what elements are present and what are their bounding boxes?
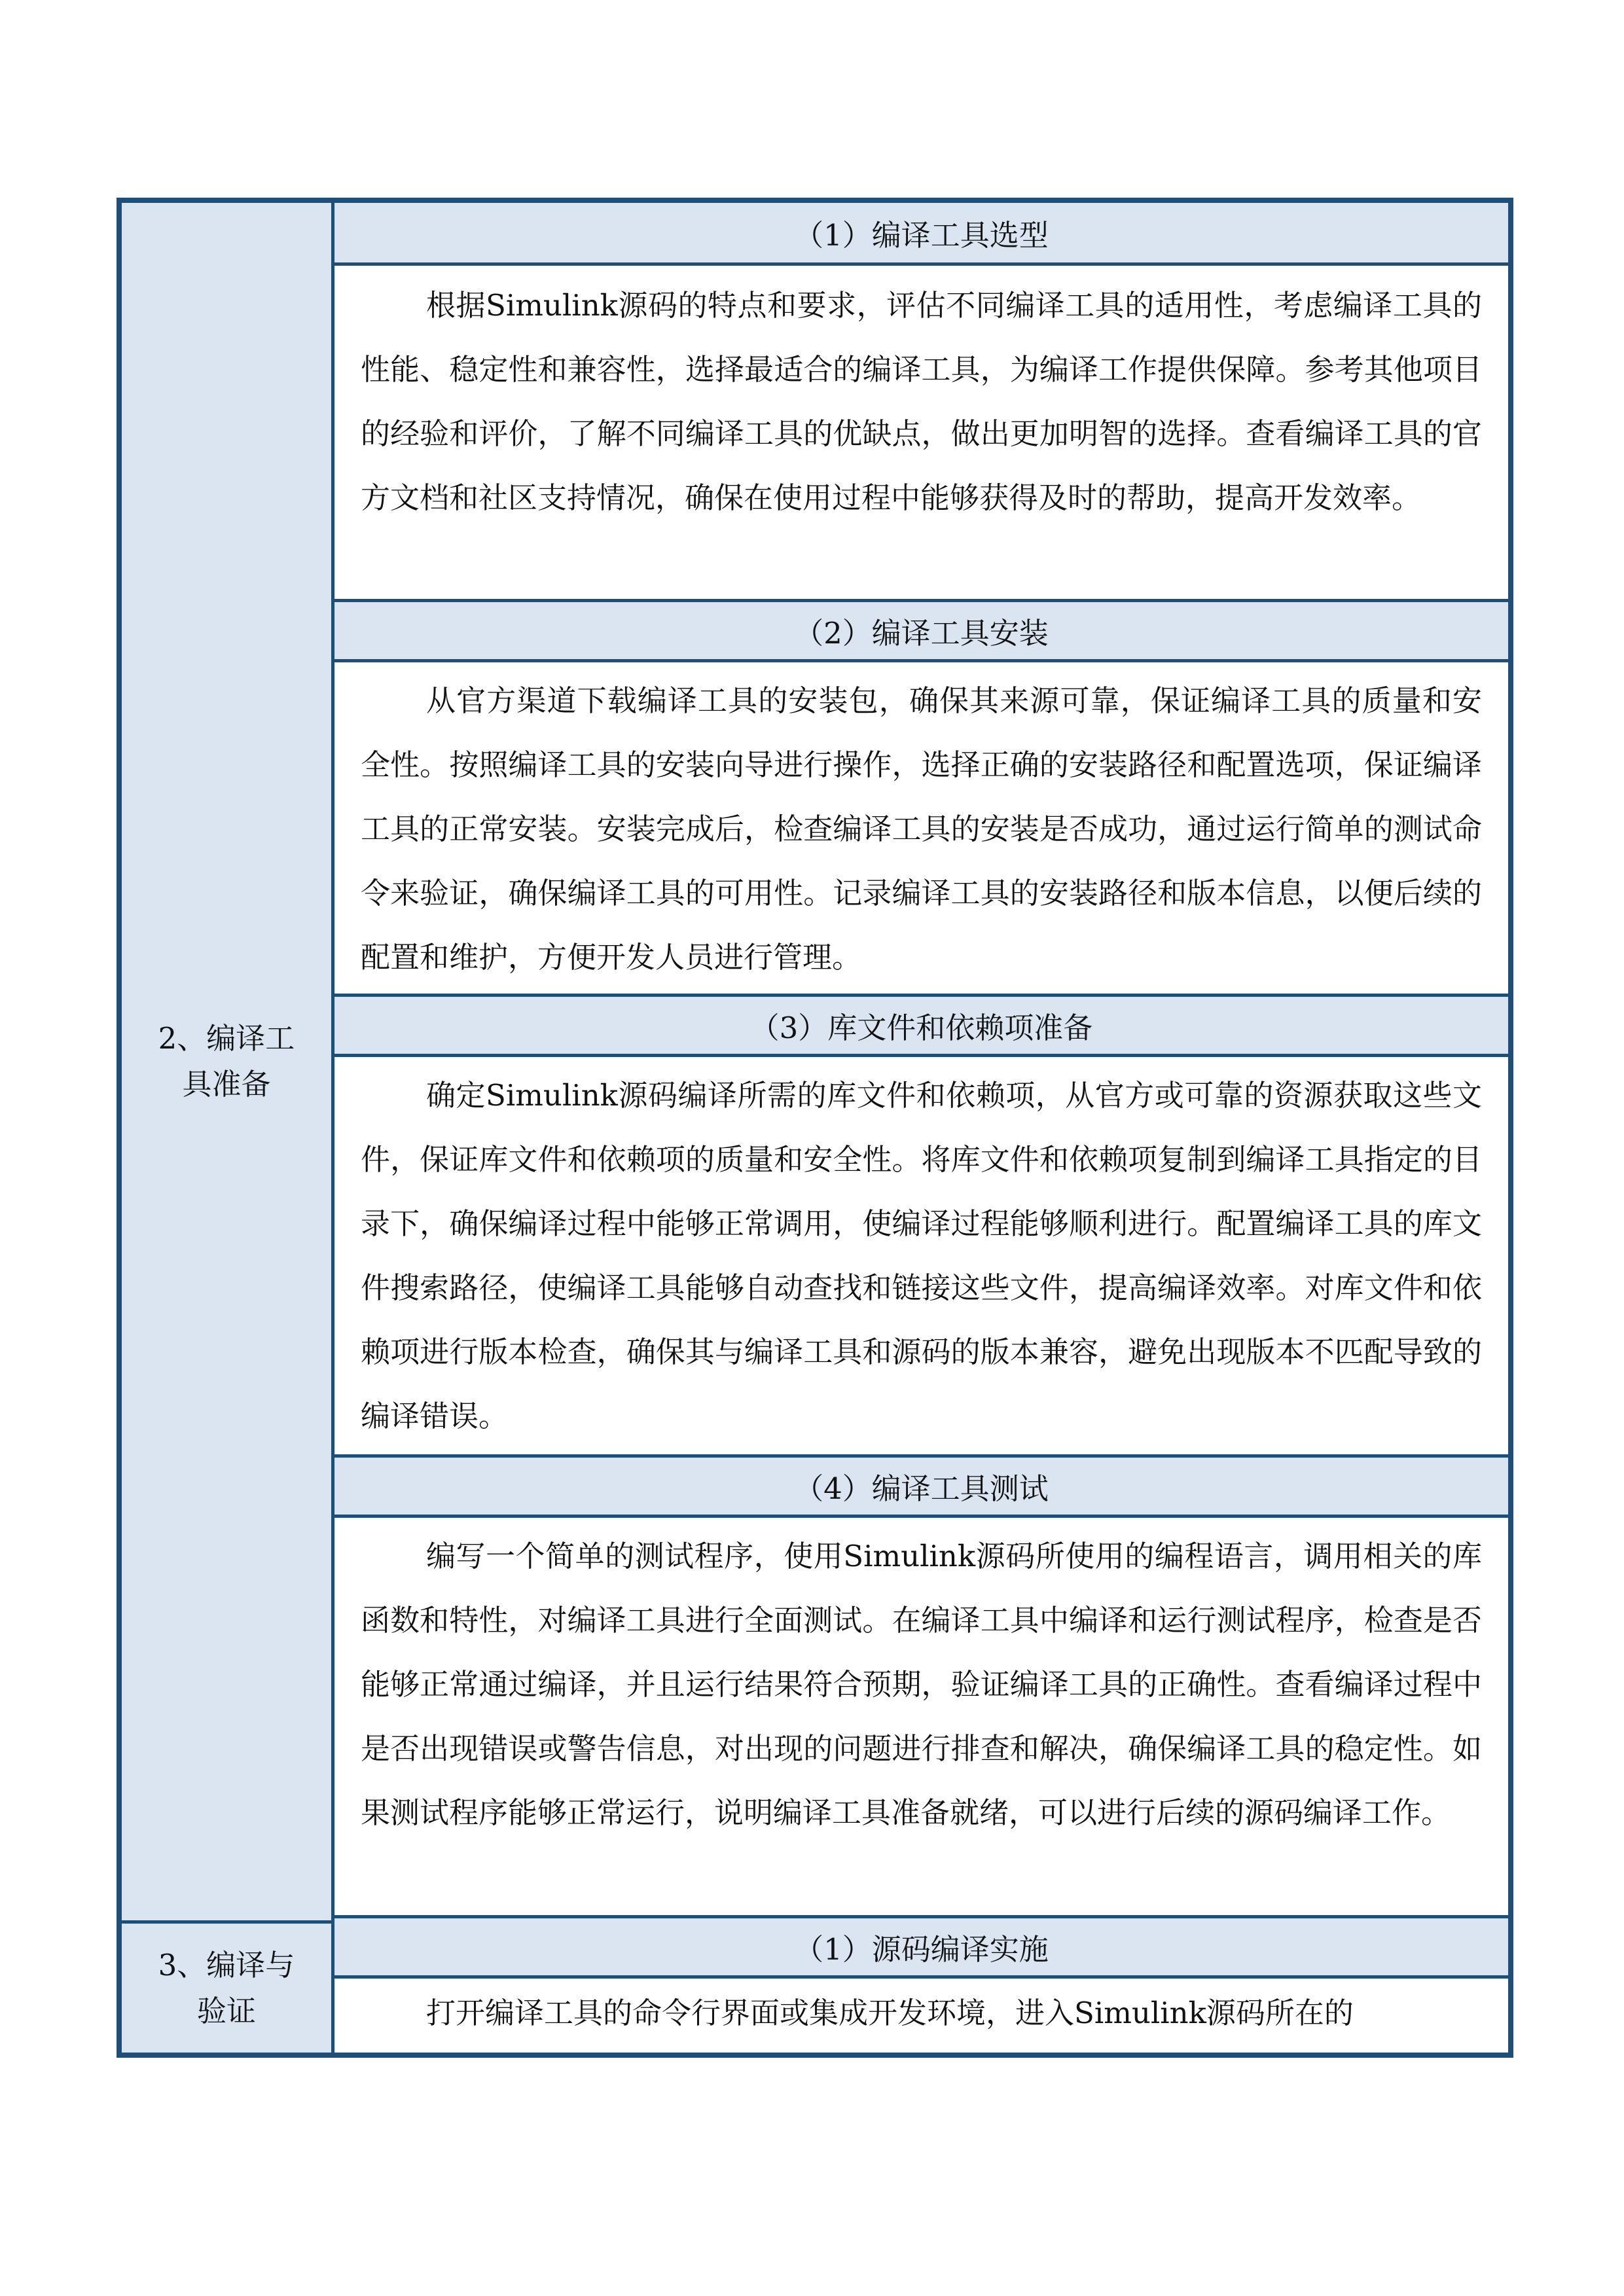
- subsection-title: （1）源码编译实施: [334, 1918, 1508, 1979]
- subsection-title: （4）编译工具测试: [334, 1458, 1508, 1518]
- content-column: [334, 203, 1508, 2053]
- subsection-body: 从官方渠道下载编译工具的安装包，确保其来源可靠，保证编译工具的质量和安全性。按照编译工具的安装向导进行操作，选择正确的安装路径和配置选项，保证编译工具的正常安装。安装完成后，检查编译工具的安装是否成功，通过运行简单的测试命令来验证，确保编译工具的可用性。记录编译工具的安装路径和版本信息，以便后续的配置和维护，方便开发人员进行管理。: [334, 662, 1508, 997]
- subsection-title: （2）编译工具安装: [334, 602, 1508, 662]
- subsection-title: （3）库文件和依赖项准备: [334, 997, 1508, 1057]
- subsection-title: （1）编译工具选型: [334, 203, 1508, 266]
- subsection-body: 根据Simulink源码的特点和要求，评估不同编译工具的适用性，考虑编译工具的性能、稳定性和兼容性，选择最适合的编译工具，为编译工作提供保障。参考其他项目的经验和评价，了解不同编译工具的优缺点，做出更加明智的选择。查看编译工具的官方文档和社区支持情况，确保在使用过程中能够获得及时的帮助，提高开发效率。: [334, 266, 1508, 602]
- section-label-cell: [122, 1924, 331, 2053]
- section-label: 3、编译与验证: [158, 1947, 295, 2028]
- section-label-column: [122, 203, 334, 2053]
- subsection-body: 打开编译工具的命令行界面或集成开发环境，进入Simulink源码所在的: [426, 1996, 1354, 2030]
- subsection-body: 编写一个简单的测试程序，使用Simulink源码所使用的编程语言，调用相关的库函数和特性，对编译工具进行全面测试。在编译工具中编译和运行测试程序，检查是否能够正常通过编译，并且运行结果符合预期，验证编译工具的正确性。查看编译过程中是否出现错误或警告信息，对出现的问题进行排查和解决，确保编译工具的稳定性。如果测试程序能够正常运行，说明编译工具准备就绪，可以进行后续的源码编译工作。: [334, 1518, 1508, 1918]
- requirements-table: [117, 198, 1513, 2058]
- subsection-body: 确定Simulink源码编译所需的库文件和依赖项，从官方或可靠的资源获取这些文件，保证库文件和依赖项的质量和安全性。将库文件和依赖项复制到编译工具指定的目录下，确保编译过程中能够正常调用，使编译过程能够顺利进行。配置编译工具的库文件搜索路径，使编译工具能够自动查找和链接这些文件，提高编译效率。对库文件和依赖项进行版本检查，确保其与编译工具和源码的版本兼容，避免出现版本不匹配导致的编译错误。: [334, 1057, 1508, 1458]
- section-label: 2、编译工具准备: [158, 1021, 295, 1102]
- section-label-cell: [122, 203, 331, 1924]
